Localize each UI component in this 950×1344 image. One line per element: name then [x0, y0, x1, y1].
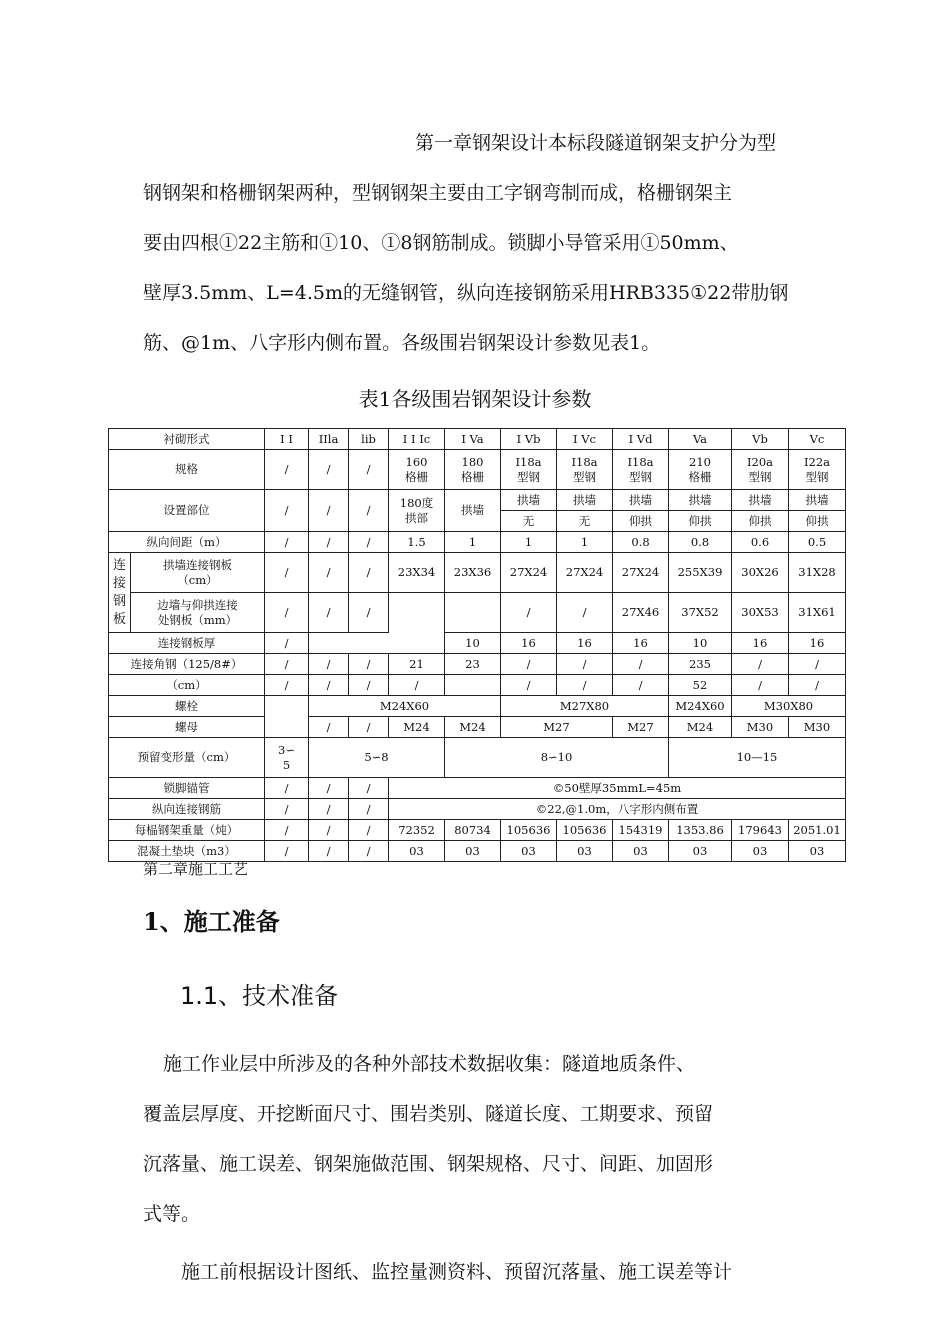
- table-cell: 27X24: [613, 553, 669, 593]
- column-header: I Va: [445, 429, 501, 450]
- table-cell: 拱墙: [613, 490, 669, 511]
- table-cell: 03: [732, 841, 789, 862]
- table-row: [109, 820, 846, 841]
- table-cell: 0.8: [669, 532, 732, 553]
- body-line: 式等。: [143, 1203, 201, 1225]
- chapter-2-title: 第二章施工工艺: [143, 860, 249, 878]
- column-header: IIla: [309, 429, 349, 450]
- table-cell: /: [349, 778, 389, 799]
- table-cell: /: [265, 654, 309, 675]
- table-cell: M27: [613, 717, 669, 738]
- table-cell: /: [309, 450, 349, 490]
- table-cell: 1: [557, 532, 613, 553]
- table-cell: /: [349, 593, 389, 633]
- table-cell: /: [557, 675, 613, 696]
- table-cell: /: [732, 675, 789, 696]
- body-paragraph-1: [143, 1039, 833, 1239]
- table-row: [109, 532, 846, 553]
- table-cell: /: [265, 820, 309, 841]
- table-cell: /: [265, 490, 309, 532]
- table-cell: M27: [501, 717, 613, 738]
- column-header: I I: [265, 429, 309, 450]
- table-cell: 27X46: [613, 593, 669, 633]
- row-label: （cm）: [109, 675, 265, 696]
- table-cell: 16: [613, 633, 669, 654]
- table-cell: 拱墙: [732, 490, 789, 511]
- column-header: Va: [669, 429, 732, 450]
- table-cell: M24X60: [309, 696, 501, 717]
- table-cell: 03: [613, 841, 669, 862]
- table-cell: 拱墙: [557, 490, 613, 511]
- table-cell: 03: [789, 841, 846, 862]
- table-row: [109, 450, 846, 490]
- intro-line-1: 第一章钢架设计本标段隧道钢架支护分为型: [415, 132, 777, 154]
- table-row: [109, 717, 846, 738]
- table-cell: /: [789, 675, 846, 696]
- row-label: 螺母: [109, 717, 265, 738]
- heading-technical-prep: 1.1、技术准备: [180, 982, 339, 1010]
- table-cell: /: [265, 633, 309, 654]
- table-cell: M24: [445, 717, 501, 738]
- table-cell: M27X80: [501, 696, 669, 717]
- intro-paragraph: [143, 118, 843, 368]
- table-cell: 16: [789, 633, 846, 654]
- table-cell: 0.6: [732, 532, 789, 553]
- table-cell: M24: [669, 717, 732, 738]
- table-cell: 16: [501, 633, 557, 654]
- column-header: Vb: [732, 429, 789, 450]
- row-label: 纵向间距（m）: [109, 532, 265, 553]
- table-cell: 无: [501, 511, 557, 532]
- table-cell: I20a 型钢: [732, 450, 789, 490]
- table-cell: 180度 拱部: [389, 490, 445, 532]
- column-header: Vc: [789, 429, 846, 450]
- table-cell: M30X80: [732, 696, 846, 717]
- table-cell: 拱墙: [669, 490, 732, 511]
- table-cell: 03: [557, 841, 613, 862]
- table-cell: /: [501, 654, 557, 675]
- body-line: 施工前根据设计图纸、监控量测资料、预留沉落量、施工误差等计: [181, 1261, 733, 1283]
- table-cell: 179643: [732, 820, 789, 841]
- table-cell: 31X61: [789, 593, 846, 633]
- row-label: 拱墙连接钢板 （cm）: [131, 553, 265, 593]
- table-cell: /: [732, 654, 789, 675]
- table-cell: 0.5: [789, 532, 846, 553]
- table-cell: [445, 593, 501, 633]
- table-cell: ©50壁厚35mmL=45m: [389, 778, 846, 799]
- table-row: [109, 654, 846, 675]
- table-cell: 23: [445, 654, 501, 675]
- table-cell: /: [265, 553, 309, 593]
- table-cell: /: [309, 654, 349, 675]
- table-cell: 无: [557, 511, 613, 532]
- intro-line-5: 筋、@1m、八字形内侧布置。各级围岩钢架设计参数见表1。: [143, 332, 661, 354]
- table-cell: 105636: [557, 820, 613, 841]
- table-cell: /: [309, 717, 349, 738]
- table-row: [109, 490, 846, 511]
- table-cell: 105636: [501, 820, 557, 841]
- table-row: [109, 778, 846, 799]
- table-cell: I18a 型钢: [557, 450, 613, 490]
- table-cell: /: [265, 841, 309, 862]
- table-cell: [265, 696, 309, 717]
- table-cell: 8∽10: [445, 738, 669, 778]
- body-line: 覆盖层厚度、开挖断面尺寸、围岩类别、隧道长度、工期要求、预留: [143, 1103, 714, 1125]
- table-cell: 1.5: [389, 532, 445, 553]
- table-cell: /: [349, 820, 389, 841]
- table-cell: 30X53: [732, 593, 789, 633]
- heading-construction-prep: 1、施工准备: [143, 907, 280, 936]
- table-cell: 16: [557, 633, 613, 654]
- table-cell: /: [309, 675, 349, 696]
- table-cell: I18a 型钢: [501, 450, 557, 490]
- table-row: [109, 738, 846, 778]
- table-cell: 23X34: [389, 553, 445, 593]
- steel-frame-parameter-table: [108, 428, 846, 862]
- table-row: [109, 799, 846, 820]
- table-cell: /: [265, 593, 309, 633]
- table-cell: 27X24: [501, 553, 557, 593]
- table-cell: /: [349, 490, 389, 532]
- table-cell: 03: [445, 841, 501, 862]
- table-cell: 0.8: [613, 532, 669, 553]
- table-row: [109, 633, 846, 654]
- column-header: lib: [349, 429, 389, 450]
- table-row: [109, 593, 846, 633]
- table-cell: [445, 675, 501, 696]
- table-cell: 仰拱: [613, 511, 669, 532]
- body-paragraph-2: [143, 1247, 833, 1297]
- table-cell: 160 格栅: [389, 450, 445, 490]
- table-cell: 154319: [613, 820, 669, 841]
- table-cell: /: [349, 675, 389, 696]
- position-label: 设置部位: [109, 490, 265, 532]
- table-cell: /: [349, 799, 389, 820]
- table-cell: 拱墙: [445, 490, 501, 532]
- table-cell: /: [265, 675, 309, 696]
- table-cell: M30: [732, 717, 789, 738]
- table-cell: /: [613, 675, 669, 696]
- table-cell: 仰拱: [732, 511, 789, 532]
- table-cell: M24: [389, 717, 445, 738]
- intro-line-2: 钢钢架和格栅钢架两种，型钢钢架主要由工字钢弯制而成，格栅钢架主: [143, 182, 733, 204]
- table-cell: /: [349, 553, 389, 593]
- row-label: 边墙与仰拱连接 处钢板（mm）: [131, 593, 265, 633]
- row-label: 螺栓: [109, 696, 265, 717]
- table-cell: 03: [501, 841, 557, 862]
- column-header: I Vc: [557, 429, 613, 450]
- table-cell: /: [501, 593, 557, 633]
- table-cell: [309, 633, 445, 654]
- table-cell: I22a 型钢: [789, 450, 846, 490]
- table-cell: /: [309, 532, 349, 553]
- table-cell: 30X26: [732, 553, 789, 593]
- row-label: 连接钢板厚: [109, 633, 265, 654]
- table-cell: 10—15: [669, 738, 846, 778]
- table-cell: 10: [445, 633, 501, 654]
- intro-line-4: 壁厚3.5mm、L=4.5m的无缝钢管，纵向连接钢筋采用HRB335①22带肋钢: [143, 282, 789, 304]
- table-cell: /: [309, 820, 349, 841]
- table-cell: 31X28: [789, 553, 846, 593]
- table-cell: 5∽8: [309, 738, 445, 778]
- row-label: 混凝土垫块（m3）: [109, 841, 265, 862]
- table-cell: 2051.01: [789, 820, 846, 841]
- table-cell: 03: [669, 841, 732, 862]
- table-caption: 表1各级围岩钢架设计参数: [358, 387, 592, 411]
- table-cell: 3∽ 5: [265, 738, 309, 778]
- table-cell: /: [557, 593, 613, 633]
- row-label: 规格: [109, 450, 265, 490]
- table-cell: 235: [669, 654, 732, 675]
- table-cell: /: [265, 532, 309, 553]
- table-cell: /: [613, 654, 669, 675]
- table-cell: /: [501, 675, 557, 696]
- table-cell: 80734: [445, 820, 501, 841]
- table-cell: 拱墙: [501, 490, 557, 511]
- table-cell: /: [557, 654, 613, 675]
- table-cell: /: [265, 778, 309, 799]
- table-cell: /: [309, 593, 349, 633]
- table-cell: 52: [669, 675, 732, 696]
- row-label: 预留变形量（cm）: [109, 738, 265, 778]
- table-cell: 1: [501, 532, 557, 553]
- table-cell: 16: [732, 633, 789, 654]
- table-cell: /: [349, 841, 389, 862]
- row-label: 连接角钢（125/8#）: [109, 654, 265, 675]
- table-cell: /: [349, 450, 389, 490]
- row-label: 锁脚锚管: [109, 778, 265, 799]
- table-cell: 21: [389, 654, 445, 675]
- table-cell: /: [265, 450, 309, 490]
- table-cell: /: [389, 675, 445, 696]
- table-row: [109, 675, 846, 696]
- table-row: [109, 553, 846, 593]
- table-cell: 27X24: [557, 553, 613, 593]
- table-cell: /: [309, 778, 349, 799]
- table-cell: [389, 593, 445, 633]
- table-cell: 仰拱: [789, 511, 846, 532]
- table-cell: 03: [389, 841, 445, 862]
- table-cell: 37X52: [669, 593, 732, 633]
- column-header: I Vb: [501, 429, 557, 450]
- table-cell: 255X39: [669, 553, 732, 593]
- row-label: 衬砌形式: [109, 429, 265, 450]
- body-line: 施工作业层中所涉及的各种外部技术数据收集：隧道地质条件、: [163, 1053, 696, 1075]
- row-label: 每榀钢架重量（炖）: [109, 820, 265, 841]
- table-cell: /: [309, 553, 349, 593]
- table-cell: I18a 型钢: [613, 450, 669, 490]
- table-cell: /: [309, 799, 349, 820]
- table-cell: /: [265, 799, 309, 820]
- table-cell: /: [349, 654, 389, 675]
- table-cell: 1353.86: [669, 820, 732, 841]
- table-cell: /: [309, 841, 349, 862]
- table-cell: /: [349, 532, 389, 553]
- table-cell: /: [349, 717, 389, 738]
- column-header: I I Ic: [389, 429, 445, 450]
- table-row: [109, 429, 846, 450]
- table-cell: M24X60: [669, 696, 732, 717]
- table-cell: 拱墙: [789, 490, 846, 511]
- connection-plate-label: 连 接 钢 板: [109, 553, 131, 633]
- table-cell: 72352: [389, 820, 445, 841]
- table-cell: 210 格栅: [669, 450, 732, 490]
- table-cell: ©22,@1.0m，八字形内侧布置: [389, 799, 846, 820]
- table-cell: 10: [669, 633, 732, 654]
- table-cell: M30: [789, 717, 846, 738]
- table-cell: 1: [445, 532, 501, 553]
- table-cell: 23X36: [445, 553, 501, 593]
- column-header: I Vd: [613, 429, 669, 450]
- table-cell: /: [789, 654, 846, 675]
- table-cell: /: [309, 490, 349, 532]
- table-cell: 仰拱: [669, 511, 732, 532]
- body-line: 沉落量、施工误差、钢架施做范围、钢架规格、尺寸、间距、加固形: [143, 1153, 714, 1175]
- table-cell: 180 格栅: [445, 450, 501, 490]
- row-label: 纵向连接钢筋: [109, 799, 265, 820]
- table-cell: [265, 717, 309, 738]
- table-row: [109, 696, 846, 717]
- intro-line-3: 要由四根①22主筋和①10、①8钢筋制成。锁脚小导管采用①50mm、: [143, 232, 739, 254]
